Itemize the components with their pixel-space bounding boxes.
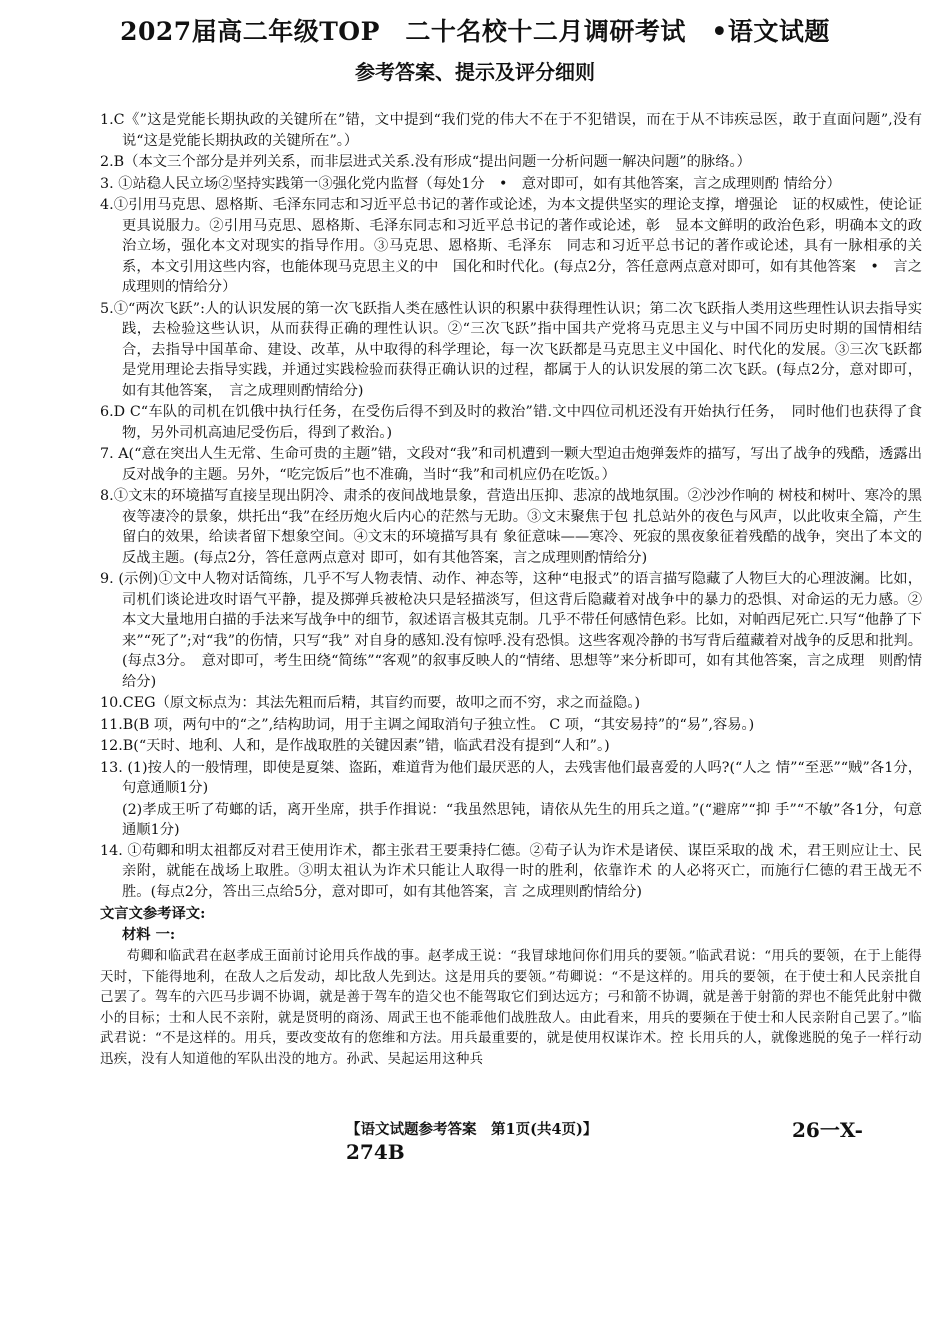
- answer-14: 14. ①苟卿和明太祖都反对君王使用诈术，都主张君王要秉持仁德。②荀子认为诈术是诸侯、谋臣采取的战 术，君王则应让士、民亲附，就能在战场上取胜。③明太祖认为诈术只能让人取得一时的胜利，依靠诈术 的人必将灭亡，而施行仁德的君王战无不胜。(每点2分，答出三点给5分，意对即可，如有其他答案，言 之成理则酌情给分): [100, 842, 923, 900]
- footer-page-label: 【语文试题参考答案 第1页(共4页)】: [346, 1121, 598, 1138]
- page-title: 2027届高二年级TOP 二十名校十二月调研考试 •语文试题: [120, 17, 830, 46]
- answer-body: [100, 110, 922, 1070]
- answer-13-part-2: (2)孝成王听了苟螂的话，离开坐席，拱手作揖说：“我虽然思钝，请依从先生的用兵之道。”(“避席”“抑 手”“不敏”各1分，句意通顺1分): [122, 801, 922, 838]
- answer-7: 7. A(“意在突出人生无常、生命可贵的主题”错，文段对“我”和司机遭到一颗大型迫击炮弹轰炸的描写，写出了战争的残酷，透露出反对战争的主题。另外，“吃完饭后”也不准确，当时“我”和司机应仍在吃饭。）: [100, 446, 922, 483]
- answer-13: 13. (1)按人的一般情理，即使是夏桀、盗跖，难道背为他们最厌恶的人，去残害他们最喜爱的人吗?(“人之 情”“至恶”“贼”各1分，句意通顺1分): [100, 759, 923, 796]
- answer-4: 4.①引用马克思、恩格斯、毛泽东同志和习近平总书记的著作或论述，为本文提供坚实的理论支撑，增强论 证的权威性，使论证更具说服力。②引用马克思、恩格斯、毛泽东同志和习近平总书记的著作或论述，彰 显本文鲜明的政治色彩，明确本文的政治立场，强化本文对现实的指导作用。③马克思、恩格斯、毛泽东 同志和习近平总书记的著作或论述，具有一脉相承的关系，本文引用这些内容，也能体现马克思主义的中 国化和时代化。(每点2分，答任意两点意对即可，如有其他答案 • 言之成理则的情给分）: [100, 197, 922, 295]
- answer-2: 2.B（本文三个部分是并列关系，而非层进式关系.没有形成“提出问题一分析问题一解决问题”的脉络。）: [100, 154, 751, 170]
- answer-12: 12.B(“天时、地利、人和，是作战取胜的关键因素”错，临武君没有提到“人和”。): [100, 738, 610, 754]
- answer-8: 8.①文末的环境描写直接呈现出阴冷、肃杀的夜间战地景象，营造出压抑、悲凉的战地氛围。②沙沙作响的 树枝和树叶、寒冷的黑夜等凄冷的景象，烘托出“我”在经历炮火后内心的茫然与无助。③文末聚焦于包 扎总站外的夜色与风声，以此收束全篇，产生留白的效果，给读者留下想象空间。④文末的环境描写具有 象征意味——寒冷、死寂的黑夜象征着残酷的战争，突出了本文的反战主题。(每点2分，答任意两点意对 即可，如有其他答案，言之成理则酌情给分): [100, 488, 922, 566]
- answer-3: 3. ①站稳人民立场②坚持实践第一③强化党内监督（每处1分 • 意对即可，如有其他答案，言之成理则酌 情给分）: [100, 175, 841, 192]
- footer-code-suffix: 274B: [346, 1140, 405, 1164]
- answer-6: 6.D C“车队的司机在饥俄中执行任务，在受伤后得不到及时的救治”错.文中四位司机还没有开始执行任务， 同时他们也获得了食物，另外司机高迪尼受伤后，得到了救治。): [100, 404, 922, 441]
- answer-5: 5.①“两次飞跃”:人的认识发展的第一次飞跃指人类在感性认识的积累中获得理性认识；第二次飞跃指人类用这些理性认识去指导实践，去检验这些认识，从而获得正确的理性认识。②“三次飞跃”指中国共产党将马克思主义与中国不同历史时期的国情相结合，去指导中国革命、建设、改革，从中取得的科学理论，每一次飞跃都是马克思主义中国化、时代化的发展。③三次飞跃都是党用理论去指导实践，并通过实践检验而获得正确认识的过程，都属于人的认识发展的第二次飞跃。(每点2分，意对即可，如有其他答案， 言之成理则酌情给分): [100, 300, 922, 399]
- answer-1: 1.C《”这是党能长期执政的关键所在”错，文中提到“我们党的伟大不在于不犯错误，而在于从不讳疾忌医，敢于直面问题”,没有说“这是党能长期执政的关键所在”。）: [100, 112, 922, 149]
- footer-code: 26一X-: [792, 1118, 863, 1142]
- material-label: 材料 一:: [122, 926, 176, 943]
- page-subtitle: 参考答案、提示及评分细则: [355, 60, 595, 84]
- answer-9: 9. (示例)①文中人物对话简练，几乎不写人物表情、动作、神态等，这种“电报式”的语言描写隐藏了人物巨大的心理波澜。比如，司机们谈论进攻时语气平静，提及掷弹兵被枪决只是轻描淡写，但这背后隐藏着对战争中的暴力的恐惧、对命运的无力感。②本文大量地用白描的手法来写战争中的细节，叙述语言极其克制。几乎不带任何感情色彩。比如，对帕西尼死亡.只写“他静了下来”“死了”;对“我”的伤情，只写“我” 对自身的感知.没有惊呼.没有恐惧。这些客观冷静的书写背后蕴藏着对战争的反思和批判。(每点3分。 意对即可，考生田绕“简练”“客观”的叙事反映人的“情绪、思想等”来分析即可，如有其他答案，言之成理 则酌情给分): [100, 571, 922, 690]
- translation-heading: 文言文参考译文:: [100, 906, 206, 922]
- translation-text: 苟卿和临武君在赵孝成王面前讨论用兵作战的事。赵孝成王说：“我冒球地问你们用兵的要领。”临武君说：“用兵的要领，在于上能得天时，下能得地利，在敌人之后发动，却比敌人先到达。这是用兵的要领。”苟卿说：“不是这样的。用兵的要领，在于使士和人民亲批自己罢了。驾车的六匹马步调不协调，就是善于驾车的造父也不能驾取它们到达远方；弓和箭不协调，就是善于射箭的羿也不能凭此射中微小的目标；士和人民不亲附，就是贤明的商汤、周武王也不能乖他们战胜敌人。由此看来，用兵的要频在于使士和人民亲附自己罢了。”临武君说：“不是这样的。用兵，要改变故有的您维和方法。用兵最重要的，就是使用权谋诈术。控 长用兵的人，就像逃脱的兔子一样行动迅疾，没有人知道他的军队出没的地方。孙武、吴起运用这种兵: [100, 949, 922, 1067]
- answer-11: 11.B(B 项，两句中的“之”,结构助词，用于主调之闻取消句子独立性。 C 项，“其安易持”的“易”,容易。): [100, 716, 755, 733]
- answer-10: 10.CEG（原文标点为：其法先粗而后精，其盲约而要，故叩之而不穷，求之而益隐。): [100, 695, 641, 711]
